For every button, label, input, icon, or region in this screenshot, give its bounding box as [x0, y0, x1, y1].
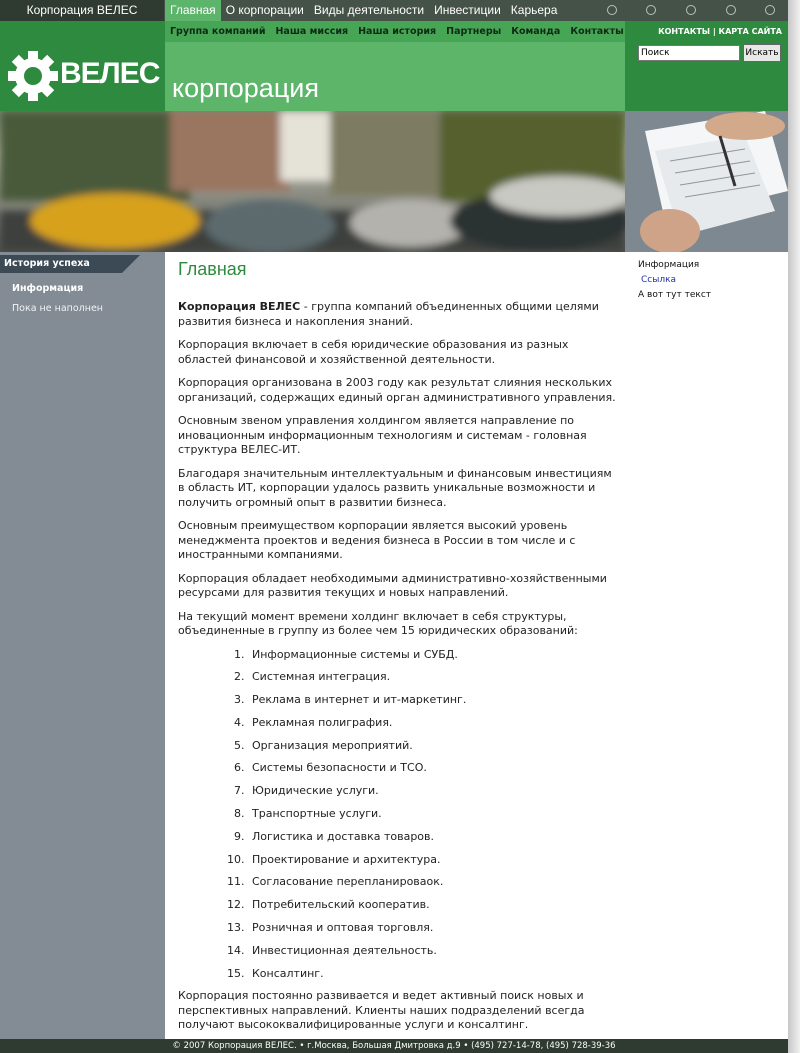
banner-image-city-traffic	[0, 111, 625, 252]
list-item: 7. Юридические услуги.	[248, 784, 618, 799]
subnav-item-partners[interactable]: Партнеры	[446, 26, 502, 37]
sidebar-item-empty[interactable]: Пока не наполнен	[12, 303, 104, 314]
subnav	[170, 21, 634, 42]
banner-image-documents	[625, 111, 788, 252]
right-text: А вот тут текст	[638, 290, 712, 300]
subnav-item-contacts[interactable]: Контакты	[570, 26, 624, 37]
right-title: Информация	[638, 260, 700, 270]
sidebar-heading: История успеха	[0, 255, 122, 273]
sidebar-item-info[interactable]: Информация	[12, 283, 84, 294]
logo[interactable]	[0, 21, 165, 111]
page-edge	[788, 0, 800, 1053]
paragraph: На текущий момент времени холдинг включает в себя структуры, объединенные в группу из более чем 15 юридических образований:	[178, 609, 578, 637]
utility-links[interactable]: КОНТАКТЫ | КАРТА САЙТА	[658, 27, 782, 36]
list-item: 13. Розничная и оптовая торговля.	[248, 921, 618, 936]
header	[0, 21, 788, 111]
services-list	[178, 648, 618, 982]
list-item: 8. Транспортные услуги.	[248, 807, 618, 822]
sidebar-heading-tab	[122, 255, 140, 273]
right-column	[638, 258, 711, 303]
list-item: 1. Информационные системы и СУБД.	[248, 648, 618, 663]
subnav-item-group[interactable]: Группа компаний	[170, 26, 266, 37]
tagline: корпорация	[172, 73, 319, 103]
footer: © 2007 Корпорация ВЕЛЕС. • г.Москва, Большая Дмитровка д.9 • (495) 727-14-78, (495) 728-39-36	[0, 1039, 788, 1053]
list-item: 15. Консалтинг.	[248, 967, 618, 982]
nav-item-home[interactable]: Главная	[165, 0, 221, 21]
circle-icon	[646, 5, 656, 15]
search-button[interactable]: Искать	[743, 44, 781, 62]
paragraph: Корпорация обладает необходимыми административно-хозяйственными ресурсами для развития текущих и новых направлений.	[178, 571, 607, 599]
top-bar	[0, 0, 788, 21]
paragraph: Основным звеном управления холдингом является направление по иновационным информационным технологиям и системам - головная структура ВЕЛЕС-ИТ.	[178, 414, 587, 456]
paragraph: Корпорация организована в 2003 году как результат слияния нескольких организаций, содержащих единый орган административного управления.	[178, 376, 616, 404]
paragraph: Корпорация включает в себя юридические образования из разных областей финансовой и хозяйственной деятельности.	[178, 338, 569, 366]
circle-icon	[686, 5, 696, 15]
search-input[interactable]	[638, 45, 740, 61]
circle-icon	[765, 5, 775, 15]
list-item: 3. Реклама в интернет и ит-маркетинг.	[248, 693, 618, 708]
list-item: 11. Согласование перепланироваок.	[248, 875, 618, 890]
nav-item-career[interactable]: Карьера	[510, 3, 558, 17]
right-link[interactable]: Ссылка	[641, 275, 677, 285]
sidebar	[0, 252, 165, 1039]
page-title: Главная	[178, 259, 247, 279]
list-item: 12. Потребительский кооператив.	[248, 898, 618, 913]
intro-company-name: Корпорация ВЕЛЕС	[178, 300, 301, 313]
intro-text: - группа компаний объединенных общими целями развития бизнеса и накопления знаний.	[178, 300, 599, 328]
brand-label: Корпорация ВЕЛЕС	[0, 0, 164, 21]
intro-paragraph	[178, 300, 618, 329]
nav-item-activities[interactable]: Виды деятельности	[313, 3, 425, 17]
list-item: 9. Логистика и доставка товаров.	[248, 830, 618, 845]
list-item: 6. Системы безопасности и ТСО.	[248, 761, 618, 776]
list-item: 14. Инвестиционная деятельность.	[248, 944, 618, 959]
top-nav	[165, 0, 562, 21]
city-traffic-illustration	[0, 111, 625, 252]
circle-icon	[726, 5, 736, 15]
main-content	[178, 258, 618, 1042]
logo-text: ВЕЛЕС	[60, 57, 160, 90]
paragraph: Основным преимуществом корпорации является высокий уровень менеджмента проектов и ведения бизнеса в России в том числе и с иностранными компаниями.	[178, 519, 576, 561]
list-item: 5. Организация мероприятий.	[248, 739, 618, 754]
list-item: 4. Рекламная полиграфия.	[248, 716, 618, 731]
subnav-item-team[interactable]: Команда	[511, 26, 561, 37]
subnav-item-history[interactable]: Наша история	[358, 26, 437, 37]
nav-item-investments[interactable]: Инвестиции	[434, 3, 501, 17]
header-right-panel	[625, 21, 788, 111]
nav-item-about[interactable]: О корпорации	[225, 3, 304, 17]
list-item: 2. Системная интеграция.	[248, 670, 618, 685]
documents-illustration	[625, 111, 788, 252]
closing-paragraph: Корпорация постоянно развивается и ведет активный поиск новых и перспективных направлений. Клиенты наших подразделений всегда получают высококвалифицированные услуги и консалтинг.	[178, 989, 585, 1032]
subnav-item-mission[interactable]: Наша миссия	[275, 26, 349, 37]
paragraph: Благодаря значительным интеллектуальным и финансовым инвестициям в область ИТ, корпорации удалось развить уникальные возможности и получить огромный опыт в развитии бизнеса.	[178, 466, 612, 509]
list-item: 10. Проектирование и архитектура.	[248, 853, 618, 868]
circle-icon	[607, 5, 617, 15]
gear-icon	[7, 50, 59, 102]
